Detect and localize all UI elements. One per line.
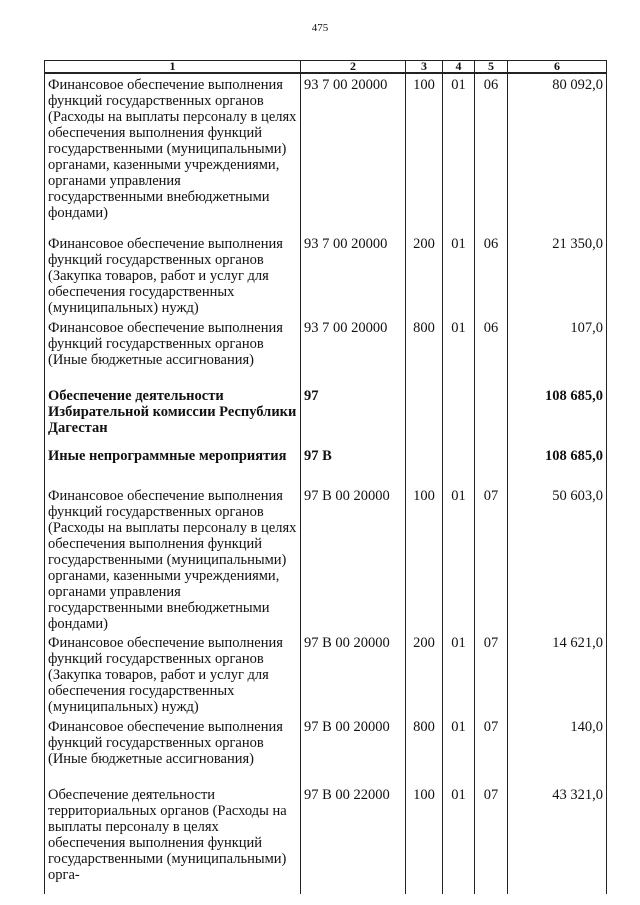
header-col-5: 5 xyxy=(475,61,508,74)
header-col-1: 1 xyxy=(45,61,301,74)
row-col-5: 07 xyxy=(475,784,508,894)
row-col-5: 07 xyxy=(475,716,508,784)
table-row xyxy=(45,233,607,317)
table-row xyxy=(45,716,607,784)
row-col-5: 06 xyxy=(475,233,508,317)
row-col-3: 100 xyxy=(406,485,443,632)
row-code: 93 7 00 20000 xyxy=(301,233,406,317)
header-col-3: 3 xyxy=(406,61,443,74)
row-code: 97 В 00 20000 xyxy=(301,716,406,784)
row-name: Финансовое обеспечение выполнения функций государственных органов (Расходы на выплаты персоналу в целях обеспечения выполнения функций государственными (муниципальными) органами, казенными учреждениями, органами управления государственными внебюджетными фондами) xyxy=(45,73,301,233)
header-col-2: 2 xyxy=(301,61,406,74)
row-amount: 80 092,0 xyxy=(508,73,607,233)
row-code: 97 В 00 22000 xyxy=(301,784,406,894)
row-code: 97 В xyxy=(301,445,406,485)
row-col-3: 100 xyxy=(406,784,443,894)
row-code: 97 В 00 20000 xyxy=(301,485,406,632)
row-name: Финансовое обеспечение выполнения функций государственных органов (Иные бюджетные ассигнования) xyxy=(45,716,301,784)
row-col-4: 01 xyxy=(443,632,475,716)
row-col-4: 01 xyxy=(443,317,475,385)
table-row xyxy=(45,385,607,445)
table-row xyxy=(45,445,607,485)
row-code: 93 7 00 20000 xyxy=(301,317,406,385)
row-amount: 50 603,0 xyxy=(508,485,607,632)
row-col-4: 01 xyxy=(443,233,475,317)
row-name: Обеспечение деятельности территориальных органов (Расходы на выплаты персоналу в целях обеспечения выполнения функций государственными (муниципальными) орга- xyxy=(45,784,301,894)
budget-table xyxy=(44,60,607,894)
row-code: 93 7 00 20000 xyxy=(301,73,406,233)
row-col-3: 800 xyxy=(406,716,443,784)
row-amount: 140,0 xyxy=(508,716,607,784)
table-row xyxy=(45,485,607,632)
row-amount: 108 685,0 xyxy=(508,445,607,485)
row-col-4: 01 xyxy=(443,73,475,233)
table-row xyxy=(45,632,607,716)
row-col-4 xyxy=(443,385,475,445)
row-col-5: 06 xyxy=(475,317,508,385)
row-amount: 43 321,0 xyxy=(508,784,607,894)
table-row xyxy=(45,784,607,894)
row-name: Финансовое обеспечение выполнения функций государственных органов (Закупка товаров, работ и услуг для обеспечения государственных (муниципальных) нужд) xyxy=(45,233,301,317)
row-col-3: 200 xyxy=(406,233,443,317)
row-name: Обеспечение деятельности Избирательной комиссии Республики Дагестан xyxy=(45,385,301,445)
row-col-5 xyxy=(475,445,508,485)
row-col-4: 01 xyxy=(443,485,475,632)
row-name: Иные непрограммные мероприятия xyxy=(45,445,301,485)
row-col-3: 800 xyxy=(406,317,443,385)
row-col-3: 200 xyxy=(406,632,443,716)
row-name: Финансовое обеспечение выполнения функций государственных органов (Закупка товаров, работ и услуг для обеспечения государственных (муниципальных) нужд) xyxy=(45,632,301,716)
table-row xyxy=(45,73,607,233)
row-col-3 xyxy=(406,445,443,485)
row-amount: 14 621,0 xyxy=(508,632,607,716)
row-col-3 xyxy=(406,385,443,445)
row-col-4 xyxy=(443,445,475,485)
row-name: Финансовое обеспечение выполнения функций государственных органов (Иные бюджетные ассигнования) xyxy=(45,317,301,385)
row-col-5: 07 xyxy=(475,485,508,632)
row-amount: 107,0 xyxy=(508,317,607,385)
row-col-4: 01 xyxy=(443,784,475,894)
row-col-5: 06 xyxy=(475,73,508,233)
row-col-5: 07 xyxy=(475,632,508,716)
row-code: 97 В 00 20000 xyxy=(301,632,406,716)
row-name: Финансовое обеспечение выполнения функций государственных органов (Расходы на выплаты персоналу в целях обеспечения выполнения функций государственными (муниципальными) органами, казенными учреждениями, органами управления государственными внебюджетными фондами) xyxy=(45,485,301,632)
page-number: 475 xyxy=(311,22,329,34)
header-col-6: 6 xyxy=(508,61,607,74)
row-col-3: 100 xyxy=(406,73,443,233)
header-row xyxy=(45,61,607,74)
row-code: 97 xyxy=(301,385,406,445)
table-row xyxy=(45,317,607,385)
row-amount: 21 350,0 xyxy=(508,233,607,317)
header-col-4: 4 xyxy=(443,61,475,74)
row-col-5 xyxy=(475,385,508,445)
row-col-4: 01 xyxy=(443,716,475,784)
row-amount: 108 685,0 xyxy=(508,385,607,445)
